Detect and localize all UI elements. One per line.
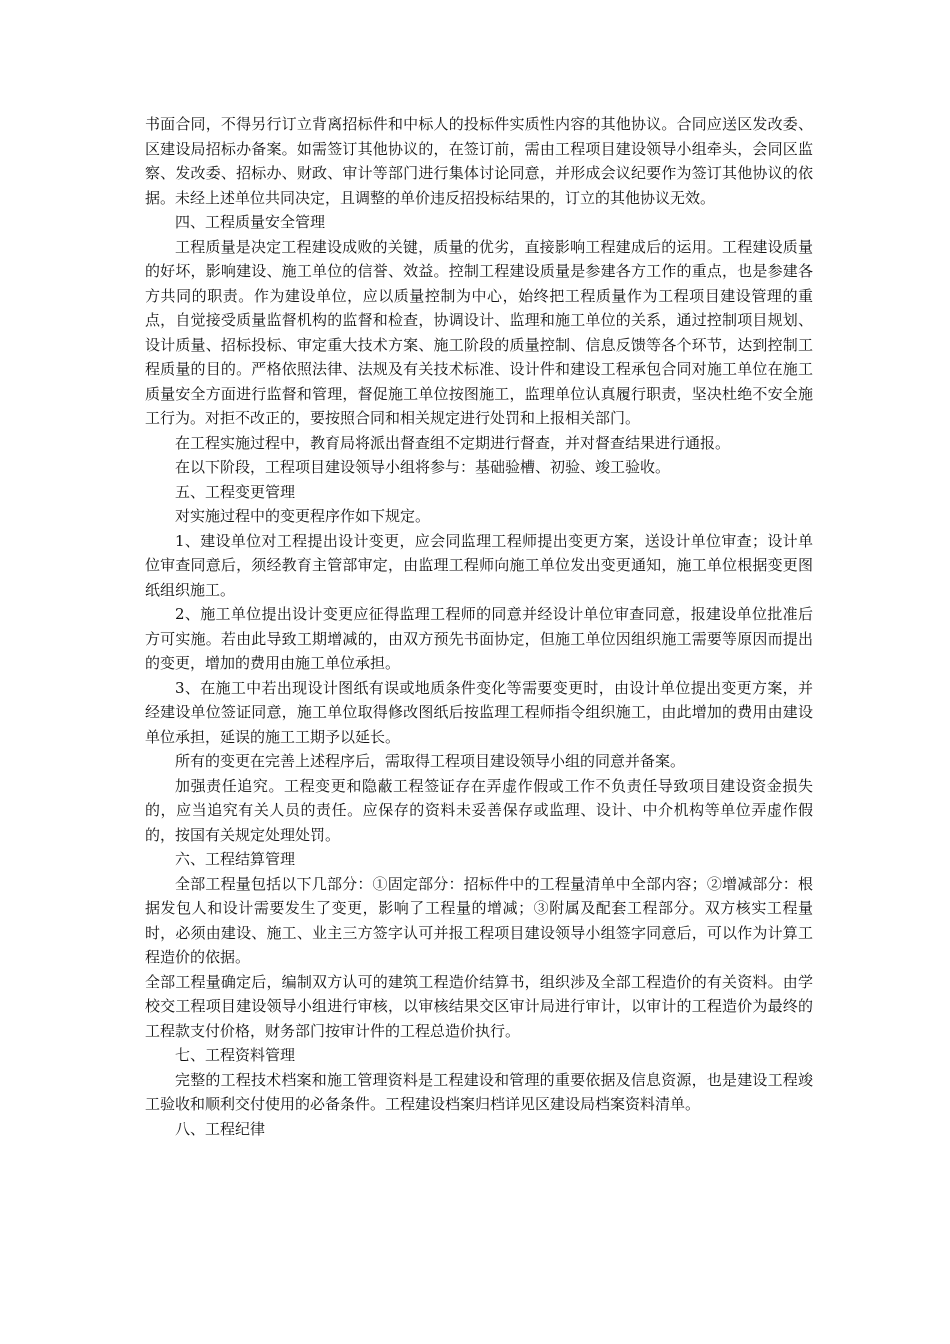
paragraph-change-4: 所有的变更在完善上述程序后，需取得工程项目建设领导小组的同意并备案。 [175, 752, 686, 770]
section-heading-change: 五、工程变更管理 [175, 482, 296, 501]
paragraph-settlement-2: 全部工程量确定后，编制双方认可的建筑工程造价结算书，组织涉及全部工程造价的有关资料。由学校交工程项目建设领导小组进行审核，以审核结果交区审计局进行审计，以审计的工程造价为最终的工程款支付价格，财务部门按审计件的工程总造价执行。 [145, 972, 813, 1040]
section-heading-records: 七、工程资料管理 [175, 1046, 296, 1064]
paragraph-quality-3: 在以下阶段，工程项目建设领导小组将参与：基础验槽、初验、竣工验收。 [175, 458, 671, 476]
section-heading-quality: 四、工程质量安全管理 [175, 213, 326, 231]
paragraph-settlement-1: 全部工程量包括以下几部分：①固定部分：招标件中的工程量清单中全部内容；②增减部分：根据发包人和设计需要发生了变更，影响了工程量的增减；③附属及配套工程部分。双方核实工程量时，必须由建设、施工、业主三方签字认可并报工程项目建设领导小组签字同意后，可以作为计算工程造价的依据。 [145, 874, 813, 966]
paragraph-change-2: 2、施工单位提出设计变更应征得监理工程师的同意并经设计单位审查同意，报建设单位批准后方可实施。若由此导致工期增减的，由双方预先书面协定，但施工单位因组织施工需要等原因而提出的变更，增加的费用由施工单位承担。 [145, 605, 813, 672]
paragraph-change-5: 加强责任追究。工程变更和隐蔽工程签证存在弄虚作假或工作不负责任导致项目建设资金损失的，应当追究有关人员的责任。应保存的资料未妥善保存或监理、设计、中介机构等单位弄虚作假的，按国有关规定处理处罚。 [145, 776, 813, 844]
section-heading-discipline: 八、工程纪律 [175, 1119, 266, 1138]
paragraph-records-1: 完整的工程技术档案和施工管理资料是工程建设和管理的重要依据及信息资源，也是建设工程竣工验收和顺利交付使用的必备条件。工程建设档案归档详见区建设局档案资料清单。 [145, 1070, 813, 1113]
document-body [145, 112, 813, 1141]
section-heading-settlement: 六、工程结算管理 [175, 850, 296, 868]
paragraph-quality-1: 工程质量是决定工程建设成败的关键，质量的优劣，直接影响工程建成后的运用。工程建设质量的好坏，影响建设、施工单位的信誉、效益。控制工程建设质量是参建各方工作的重点，也是参建各方共同的职责。作为建设单位，应以质量控制为中心，始终把工程质量作为工程项目建设管理的重点，自觉接受质量监督机构的监督和检查，协调设计、监理和施工单位的关系，通过控制项目规划、设计质量、招标投标、审定重大技术方案、施工阶段的质量控制、信息反馈等各个环节，达到控制工程质量的目的。严格依照法律、法规及有关技术标准、设计件和建设工程承包合同对施工单位在施工质量安全方面进行监督和管理，督促施工单位按图施工，监理单位认真履行职责，坚决杜绝不安全施工行为。对拒不改正的，要按照合同和相关规定进行处罚和上报相关部门。 [145, 237, 813, 427]
paragraph-change-1: 1、建设单位对工程提出设计变更，应会同监理工程师提出变更方案，送设计单位审查；设计单位审查同意后，须经教育主管部审定，由监理工程师向施工单位发出变更通知，施工单位根据变更图纸组织施工。 [145, 531, 813, 599]
paragraph-change-3: 3、在施工中若出现设计图纸有误或地质条件变化等需要变更时，由设计单位提出变更方案，并经建设单位签证同意，施工单位取得修改图纸后按监理工程师指令组织施工，由此增加的费用由建设单位承担，延误的施工工期予以延长。 [145, 678, 813, 746]
paragraph-quality-2: 在工程实施过程中，教育局将派出督查组不定期进行督查，并对督查结果进行通报。 [175, 433, 731, 452]
paragraph-change-intro: 对实施过程中的变更程序作如下规定。 [175, 507, 431, 525]
paragraph-contract-tail: 书面合同，不得另行订立背离招标件和中标人的投标件实质性内容的其他协议。合同应送区发改委、区建设局招标办备案。如需签订其他协议的，在签订前，需由工程项目建设领导小组牵头，会同区监察、发改委、招标办、财政、审计等部门进行集体讨论同意，并形成会议纪要作为签订其他协议的依据。未经上述单位共同决定，且调整的单价违反招投标结果的，订立的其他协议无效。 [145, 115, 813, 207]
